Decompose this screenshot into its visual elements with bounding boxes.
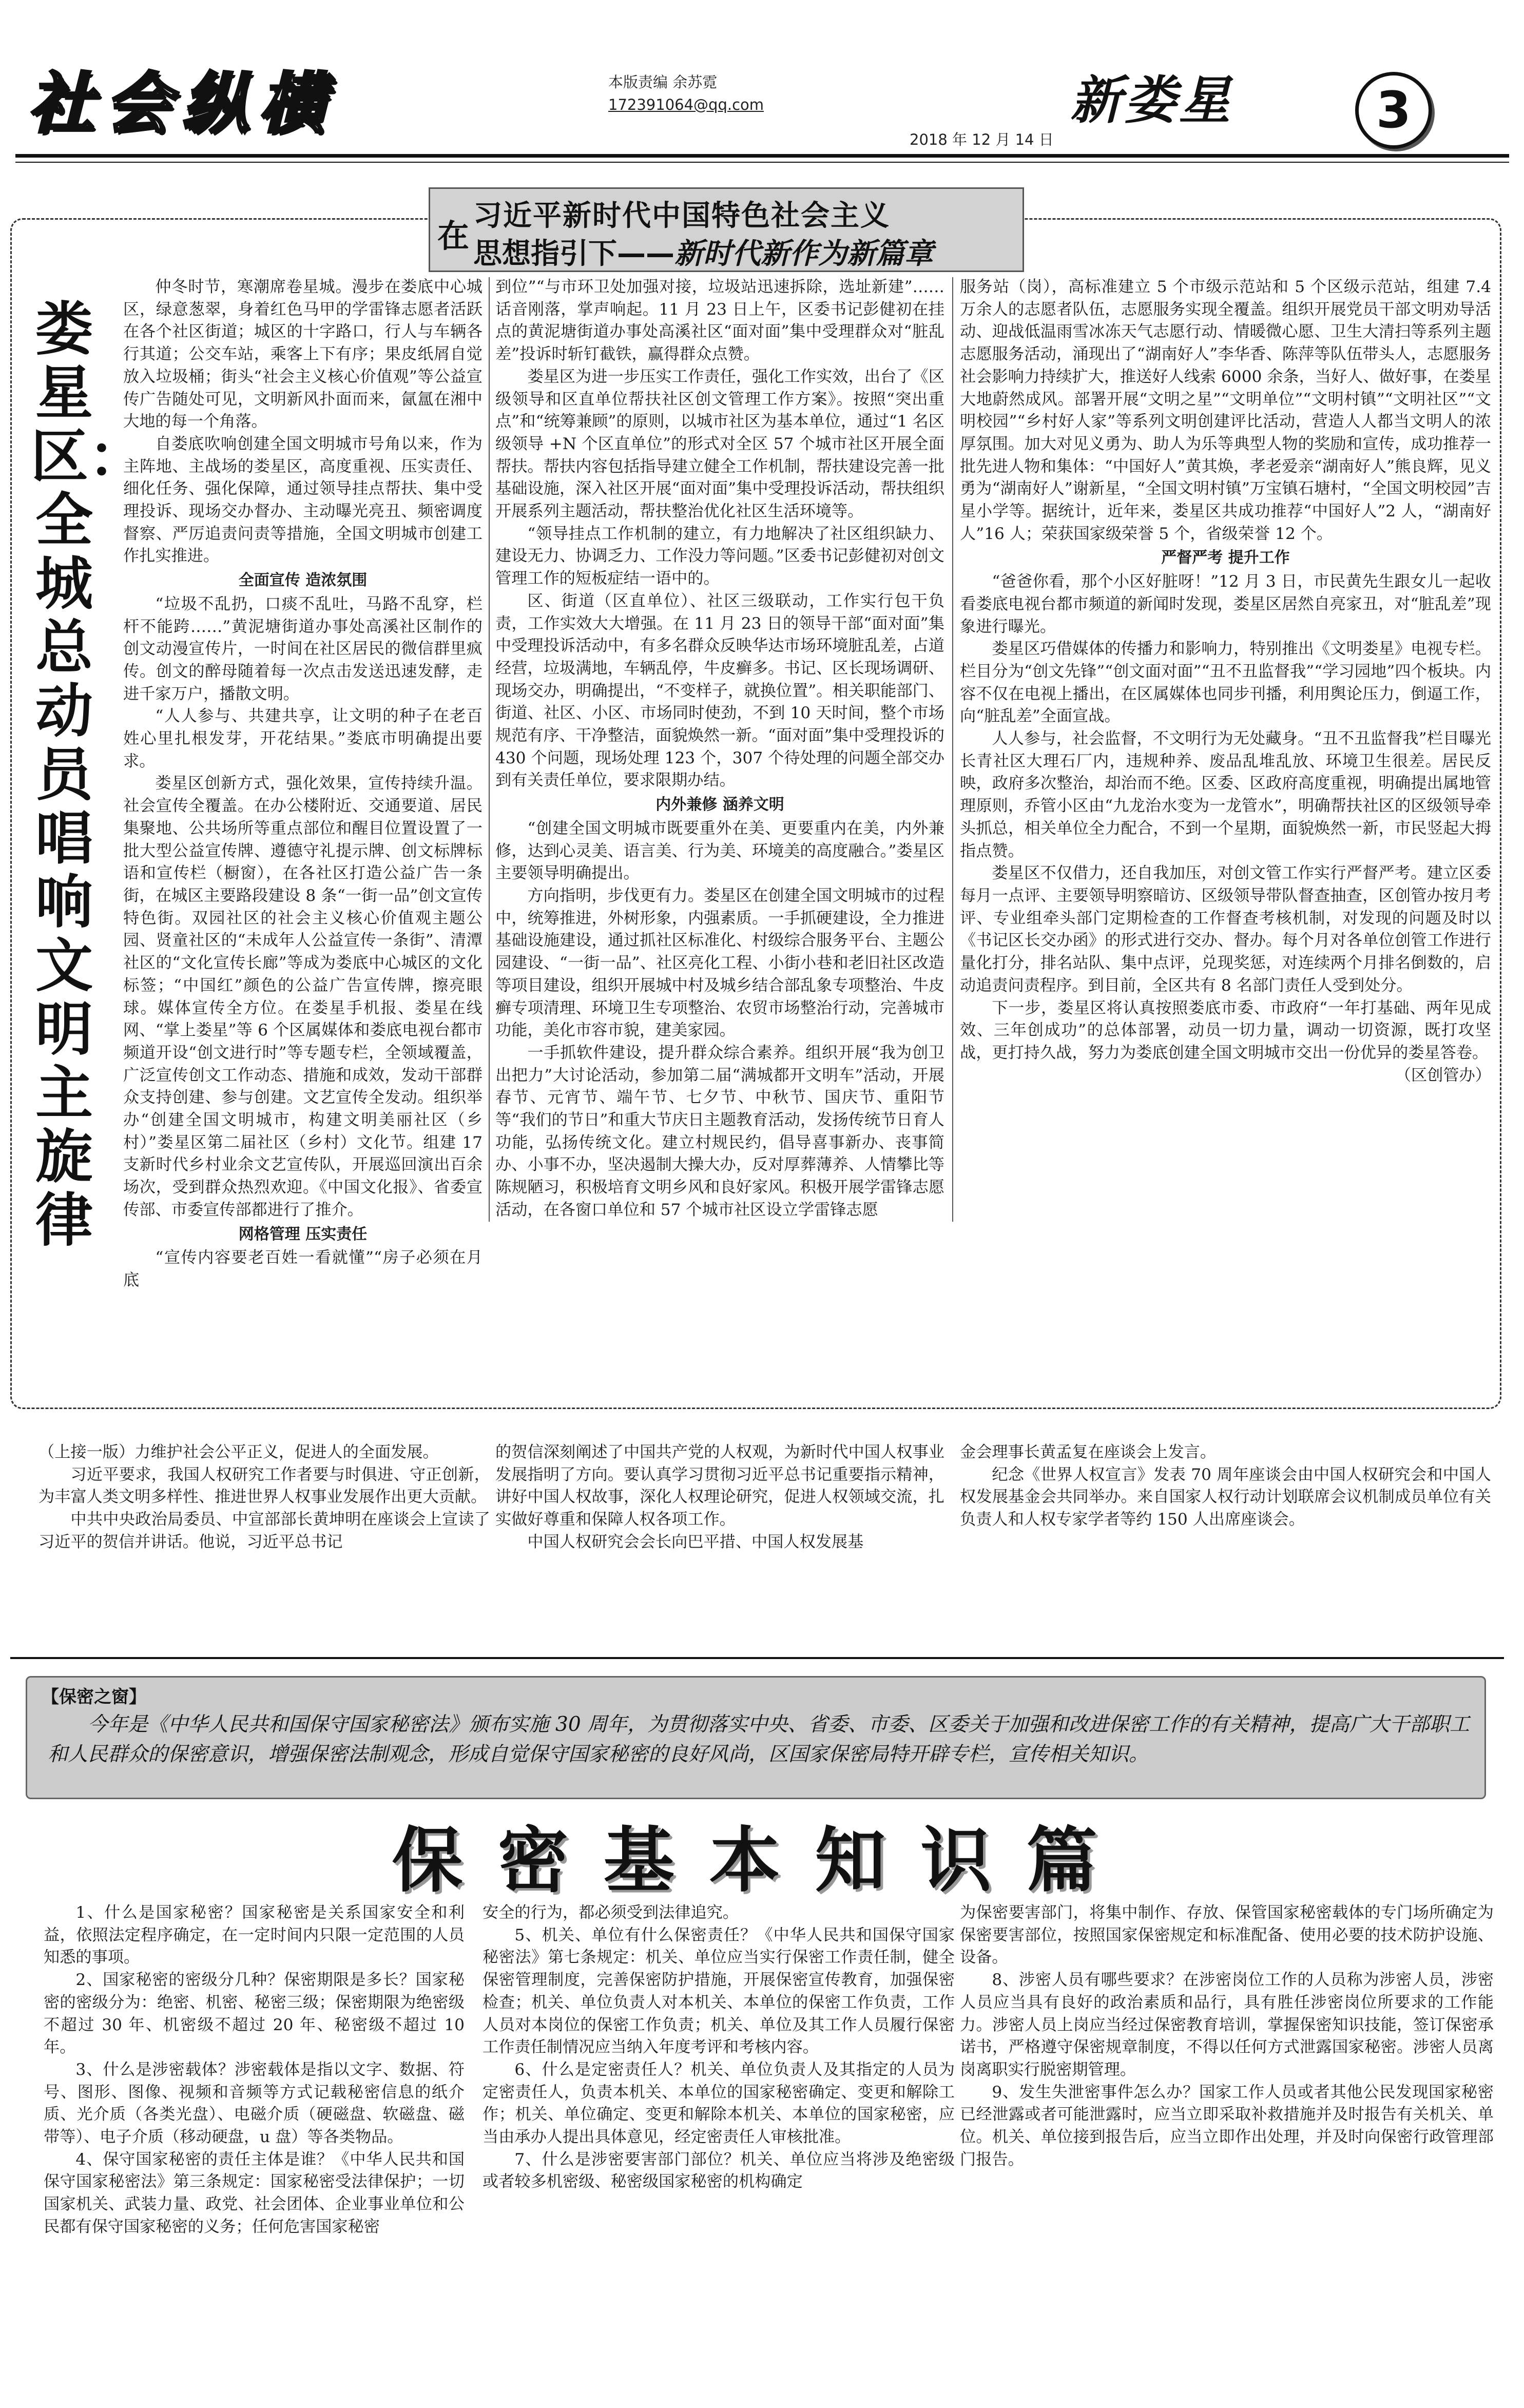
- story-column-1: [123, 276, 483, 1292]
- secrecy-title: 保密基本知识篇: [392, 1819, 1132, 1902]
- banner-line2-b: 新时代新作为新篇章: [674, 237, 933, 271]
- banner-line1: 习近平新时代中国特色社会主义: [473, 199, 890, 233]
- paragraph: 娄星区创新方式，强化效果，宣传持续升温。社会宣传全覆盖。在办公楼附近、交通要道、居民集聚地、公共场所等重点部位和醒目位置设置了一批大型公益宣传牌、遵德守礼提示牌、创文标牌标语和宣传栏（橱窗），在各社区打造公益广告一条街，在城区主要路段建设 8 条“一街一品”创文宣传特色街。双园社区的社会主义核心价值观主题公园、贤童社区的“未成年人公益宣传一条街”、清潭社区的“文化宣传长廊”等成为娄底中心城区的文化标签；“中国红”颜色的公益广告宣传牌，擦亮眼球。媒体宣传全方位。在娄星手机报、娄星在线网、“掌上娄星”等 6 个区属媒体和娄底电视台都市频道开设“创文进行时”等专题专栏，全领域覆盖，广泛宣传创文工作动态、措施和成效，发动干部群众支持创建、参与创建。文艺宣传全发动。组织举办“创建全国文明城市，构建文明美丽社区（乡村）”娄星区第二届社区（乡村）文化节。组建 17 支新时代乡村业余文艺宣传队，开展巡回演出百余场次，受到群众热烈欢迎。《中国文化报》、省委宣传部、市委宣传部都进行了推介。: [123, 774, 483, 1219]
- paragraph: 娄星区不仅借力，还自我加压，对创文管工作实行严督严考。建立区委每月一点评、主要领导明察暗访、区级领导带队督查抽查，区创管办按月考评、专业组牵头部门定期检查的工作督查考核机制，对发现的问题及时以《书记区长交办函》的形式进行交办、督办。每个月对各单位创管工作进行量化打分，排名站队、集中点评，兑现奖惩，对连续两个月排名倒数的，启动追责问责程序。到目前，全区共有 8 名部门责任人受到处分。: [960, 864, 1491, 995]
- paragraph: 9、发生失泄密事件怎么办？国家工作人员或者其他公民发现国家秘密已经泄露或者可能泄露时，应当立即采取补救措施并及时报告有关机关、单位。机关、单位接到报告后，应当立即作出处理，并及时向保密行政管理部门报告。: [960, 2083, 1494, 2169]
- paragraph: 3、什么是涉密载体？涉密载体是指以文字、数据、符号、图形、图像、视频和音频等方式记载秘密信息的纸介质、光介质（各类光盘）、电磁介质（硬磁盘、软磁盘、磁带等）、电子介质（移动硬盘，u 盘）等各类物品。: [44, 2060, 465, 2147]
- section-title: 社会纵横: [28, 66, 337, 142]
- header-rule-thin: [15, 162, 1509, 163]
- column-divider: [952, 277, 953, 1222]
- secrecy-column-1: [44, 1902, 465, 2239]
- subheading: 内外兼修 涵养文明: [655, 796, 784, 814]
- paragraph: 方向指明，步伐更有力。娄星区在创建全国文明城市的过程中，统筹推进，外树形象，内强素质。一手抓硬建设，全力推进基础设施建设，通过抓社区标准化、村级综合服务平台、主题公园建设、“一街一品”、社区亮化工程、小街小巷和老旧社区改造等项目建设，组织开展城中村及城乡结合部乱象专项整治、牛皮癣专项清理、环境卫生专项整治、农贸市场整治行动，完善城市功能，美化市容市貌，建美家园。: [495, 886, 944, 1040]
- paragraph: 的贺信深刻阐述了中国共产党的人权观，为新时代中国人权事业发展指明了方向。要认真学习贯彻习近平总书记重要指示精神，讲好中国人权故事，深化人权理论研究，促进人权领域交流，扎实做好尊重和保障人权各项工作。: [495, 1443, 944, 1529]
- subheading: 网格管理 压实责任: [238, 1225, 368, 1243]
- paragraph: 4、保守国家秘密的责任主体是谁？《中华人民共和国保守国家秘密法》第三条规定：国家秘密受法律保护；一切国家机关、武装力量、政党、社会团体、企业事业单位和公民都有保守国家秘密的义务；任何危害国家秘密: [44, 2150, 465, 2236]
- paragraph: 中共中央政治局委员、中宣部部长黄坤明在座谈会上宣读了习近平的贺信并讲话。他说，习近平总书记: [38, 1510, 490, 1551]
- paragraph: 娄星区为进一步压实工作责任，强化工作实效，出台了《区级领导和区直单位帮扶社区创文管理工作方案》。按照“突出重点”和“统筹兼顾”的原则，以城市社区为基本单位，通过“1 名区级领导 +N 个区直单位”的形式对全区 57 个城市社区开展全面帮扶。帮扶内容包括指导建立健全工作机制，帮扶建设完善一批基础设施，深入社区开展“面对面”集中受理投诉活动，帮扶组织开展系列主题活动，帮扶整治优化社区生活环境等。: [495, 367, 944, 521]
- paragraph: 服务站（岗），高标准建立 5 个市级示范站和 5 个区级示范站，组建 7.4 万余人的志愿者队伍，志愿服务实现全覆盖。组织开展党员干部文明劝导活动、迎战低温雨雪冰冻天气志愿行动、情暖微心愿、卫生大清扫等系列主题志愿服务活动，涌现出了“湖南好人”李华香、陈萍等队伍带头人，志愿服务社会影响力持续扩大，推送好人线索 6000 余条，当好人、做好事，在娄星大地蔚然成风。部署开展“文明之星”“文明单位”“文明村镇”“文明社区”“文明校园”“乡村好人家”等系列文明创建评比活动，营造人人都当文明人的浓厚氛围。加大对见义勇为、助人为乐等典型人物的奖励和宣传，成功推荐一批先进人物和集体：“中国好人”黄其焕，孝老爱亲“湖南好人”熊良辉，见义勇为“湖南好人”谢新星，“全国文明村镇”万宝镇石塘村，“全国文明校园”吉星小学等。据统计，近年来，娄星区共成功推荐“中国好人”2 人，“湖南好人”16 人；荣获国家级荣誉 5 个，省级荣誉 12 个。: [960, 278, 1491, 543]
- paragraph: 到位”“与市环卫处加强对接，垃圾站迅速拆除，选址新建”……话音刚落，掌声响起。11 月 23 日上午，区委书记彭健初在挂点的黄泥塘街道办事处高溪社区“面对面”集中受理群众对“脏乱差”投诉时斩钉截铁，赢得群众点赞。: [495, 278, 944, 364]
- paragraph: （区创管办）: [1395, 1066, 1491, 1085]
- paragraph: 为保密要害部门，将集中制作、存放、保管国家秘密载体的专门场所确定为保密要害部位，按照国家保密规定和标准配备、使用必要的技术防护设施、设备。: [960, 1903, 1494, 1967]
- paragraph: 习近平要求，我国人权研究工作者要与时俱进、守正创新，为丰富人类文明多样性、推进世界人权事业发展作出更大贡献。: [38, 1465, 490, 1507]
- banner-prefix: 在: [437, 217, 470, 255]
- page-number: 3: [1355, 72, 1432, 149]
- header-rule: [15, 154, 1509, 158]
- secrecy-tag: 【保密之窗】: [42, 1687, 146, 1707]
- editor-email[interactable]: 172391064@qq.com: [608, 96, 764, 113]
- column-divider: [489, 277, 490, 1222]
- secrecy-intro-text: 今年是《中华人民共和国保守国家秘密法》颁布实施 30 周年，为贯彻落实中央、省委、市委、区委关于加强和改进保密工作的有关精神，提高广大干部职工和人民群众的保密意识，增强保密法制观念，形成自觉保守国家秘密的良好风尚，区国家保密局特开辟专栏，宣传相关知识。: [48, 1713, 1470, 1766]
- jump-column-2: [495, 1441, 944, 1554]
- secrecy-intro: [48, 1710, 1470, 1769]
- banner-line2: [473, 231, 933, 272]
- paragraph: “领导挂点工作机制的建立，有力地解决了社区组织缺力、建设无力、协调乏力、工作没力等问题。”区委书记彭健初对创文管理工作的短板症结一语中的。: [495, 524, 944, 588]
- paragraph: 安全的行为，都必须受到法律追究。: [483, 1903, 739, 1922]
- paragraph: （上接一版）力维护社会公平正义，促进人的全面发展。: [38, 1443, 439, 1461]
- newspaper-name: 新娄星: [1070, 70, 1233, 130]
- story-column-2: [495, 276, 944, 1222]
- paragraph: 7、什么是涉密要害部门部位？机关、单位应当将涉及绝密级或者较多机密级、秘密级国家秘密的机构确定: [483, 2150, 955, 2191]
- section-masthead: [28, 62, 418, 146]
- paragraph: “垃圾不乱扔，口痰不乱吐，马路不乱穿，栏杆不能跨……”黄泥塘街道办事处高溪社区制作的创文动漫宣传片，一时间在社区居民的微信群里疯传。创文的醉母随着每一次点击发送迅速发酵，走进千家万户，播散文明。: [123, 594, 483, 703]
- paragraph: 人人参与，社会监督，不文明行为无处藏身。“丑不丑监督我”栏目曝光长青社区大理石厂内，违规种养、废品乱堆乱放、环境卫生很差。居民反映，政府多次整治，却治而不绝。区委、区政府高度重视，明确提出属地管理原则，乔管小区由“九龙治水变为一龙管水”，明确帮扶社区的区级领导牵头抓总，相关单位全力配合，不到一个星期，面貌焕然一新，市民竖起大拇指点赞。: [960, 729, 1491, 860]
- banner-line2-a: 思想指引下——: [473, 237, 674, 271]
- paragraph: 8、涉密人员有哪些要求？在涉密岗位工作的人员称为涉密人员，涉密人员应当具有良好的政治素质和品行，具有胜任涉密岗位所要求的工作能力。涉密人员上岗应当经过保密教育培训，掌握保密知识技能，签订保密承诺书，严格遵守保密规章制度，不得以任何方式泄露国家秘密。涉密人员离岗离职实行脱密期管理。: [960, 1971, 1494, 2079]
- editor-line: 本版责编 余苏霓: [608, 73, 718, 91]
- secrecy-window-box: [26, 1676, 1486, 1799]
- editor-info: [608, 71, 764, 116]
- jump-column-3: [960, 1441, 1491, 1531]
- secrecy-column-2: [483, 1902, 955, 2193]
- issue-date: 2018 年 12 月 14 日: [910, 131, 1054, 148]
- paragraph: 中国人权研究会会长向巴平措、中国人权发展基: [527, 1532, 864, 1551]
- paragraph: 下一步，娄星区将认真按照娄底市委、市政府“一年打基础、两年见成效、三年创成功”的总体部署，动员一切力量，调动一切资源，既打攻坚战，更打持久战，努力为娄底创建全国文明城市交出一份优异的娄星答卷。: [960, 998, 1491, 1062]
- theme-banner: [429, 187, 1024, 272]
- secrecy-column-3: [960, 1902, 1494, 2171]
- subheading: 严督严考 提升工作: [1161, 549, 1290, 567]
- paragraph: 仲冬时节，寒潮席卷星城。漫步在娄底中心城区，绿意葱翠，身着红色马甲的学雷锋志愿者活跃在各个社区街道；城区的十字路口，行人与车辆各行其道；公交车站，乘客上下有序；果皮纸屑自觉放入垃圾桶；街头“社会主义核心价值观”等公益宣传广告随处可见，文明新风扑面而来，氤氲在湘中大地的每一个角落。: [123, 278, 483, 431]
- paragraph: 一手抓软件建设，提升群众综合素养。组织开展“我为创卫出把力”大讨论活动，参加第二届“满城都开文明车”活动，开展春节、元宵节、端午节、七夕节、中秋节、国庆节、重阳节等“我们的节日”和重大节庆日主题教育活动，发扬传统节日育人功能，弘扬传统文化。建立村规民约，倡导喜事新办、丧事简办、小事不办，坚决遏制大操大办，反对厚葬薄养、人情攀比等陈规陋习，积极培育文明乡风和良好家风。积极开展学雷锋志愿活动，在各窗口单位和 57 个城市社区设立学雷锋志愿: [495, 1043, 944, 1219]
- paragraph: 2、国家秘密的密级分几种？保密期限是多长？国家秘密的密级分为：绝密、机密、秘密三级；保密期限为绝密级不超过 30 年、机密级不超过 20 年、秘密级不超过 10 年。: [44, 1971, 465, 2057]
- jump-column-1: [38, 1441, 490, 1554]
- paragraph: 6、什么是定密责任人？机关、单位负责人及其指定的人员为定密责任人，负责本机关、本单位的国家秘密确定、变更和解除工作；机关、单位确定、变更和解除本机关、本单位的国家秘密，应当由承办人提出具体意见，经定密责任人审核批准。: [483, 2060, 955, 2147]
- paragraph: 娄星区巧借媒体的传播力和影响力，特别推出《文明娄星》电视专栏。栏目分为“创文先锋”“创文面对面”“丑不丑监督我”“学习园地”四个板块。内容不仅在电视上播出，在区属媒体也同步刊播，利用舆论压力，倒逼工作，向“脏乱差”全面宣战。: [960, 640, 1491, 726]
- paragraph: “人人参与、共建共享，让文明的种子在老百姓心里扎根发芽，开花结果。”娄底市明确提出要求。: [123, 707, 483, 770]
- subheading: 全面宣传 造浓氛围: [238, 571, 368, 590]
- paragraph: 区、街道（区直单位）、社区三级联动，工作实行包干负责，工作实效大大增强。在 11 月 23 日的领导干部“面对面”集中受理投诉活动中，有多名群众反映华达市场环境脏乱差，占道经营，垃圾满地，车辆乱停，牛皮癣多。书记、区长现场调研、现场交办，明确提出，“不变样子，就换位置”。相关职能部门、街道、社区、小区、市场同时使劲，不到 10 天时间，整个市场规范有序、干净整洁，面貌焕然一新。“面对面”集中受理投诉的 430 个问题，现场处理 123 个，307 个待处理的问题全部交办到有关责任单位，要求限期办结。: [495, 591, 944, 790]
- paragraph: “创建全国文明城市既要重外在美、更要重内在美，内外兼修，达到心灵美、语言美、行为美、环境美的高度融合。”娄星区主要领导明确提出。: [495, 819, 944, 883]
- story-headline: 娄星区：全城总动员唱响文明主旋律: [31, 296, 146, 1254]
- paragraph: 自娄底吹响创建全国文明城市号角以来，作为主阵地、主战场的娄星区，高度重视、压实责任、细化任务、强化保障，通过领导挂点帮扶、集中受理投诉、现场交办督办、主动曝光亮丑、频密调度督察、严厉追责问责等措施，全国文明城市创建工作扎实推进。: [123, 434, 483, 566]
- paragraph: “爸爸你看，那个小区好脏呀！”12 月 3 日，市民黄先生跟女儿一起收看娄底电视台都市频道的新闻时发现，娄星区居然自亮家丑，对“脏乱差”现象进行曝光。: [960, 572, 1491, 636]
- story-column-3: [960, 276, 1491, 1087]
- paragraph: “宣传内容要老百姓一看就懂”“房子必须在月底: [123, 1248, 483, 1289]
- section-separator: [10, 1657, 1504, 1659]
- paragraph: 5、机关、单位有什么保密责任？《中华人民共和国保守国家秘密法》第七条规定：机关、单位应当实行保密工作责任制，健全保密管理制度，完善保密防护措施，开展保密宣传教育，加强保密检查；机关、单位负责人对本机关、本单位的保密工作负责，工作人员对本岗位的保密工作负责；机关、单位及其工作人员履行保密工作责任制情况应当纳入年度考评和考核内容。: [483, 1925, 955, 2057]
- paragraph: 金会理事长黄孟复在座谈会上发言。: [960, 1443, 1217, 1461]
- paragraph: 纪念《世界人权宣言》发表 70 周年座谈会由中国人权研究会和中国人权发展基金会共同举办。来自国家人权行动计划联席会议机制成员单位有关负责人和人权专家学者等约 150 人出席座谈会。: [960, 1465, 1491, 1529]
- paragraph: 1、什么是国家秘密？国家秘密是关系国家安全和利益，依照法定程序确定，在一定时间内只限一定范围的人员知悉的事项。: [44, 1903, 465, 1967]
